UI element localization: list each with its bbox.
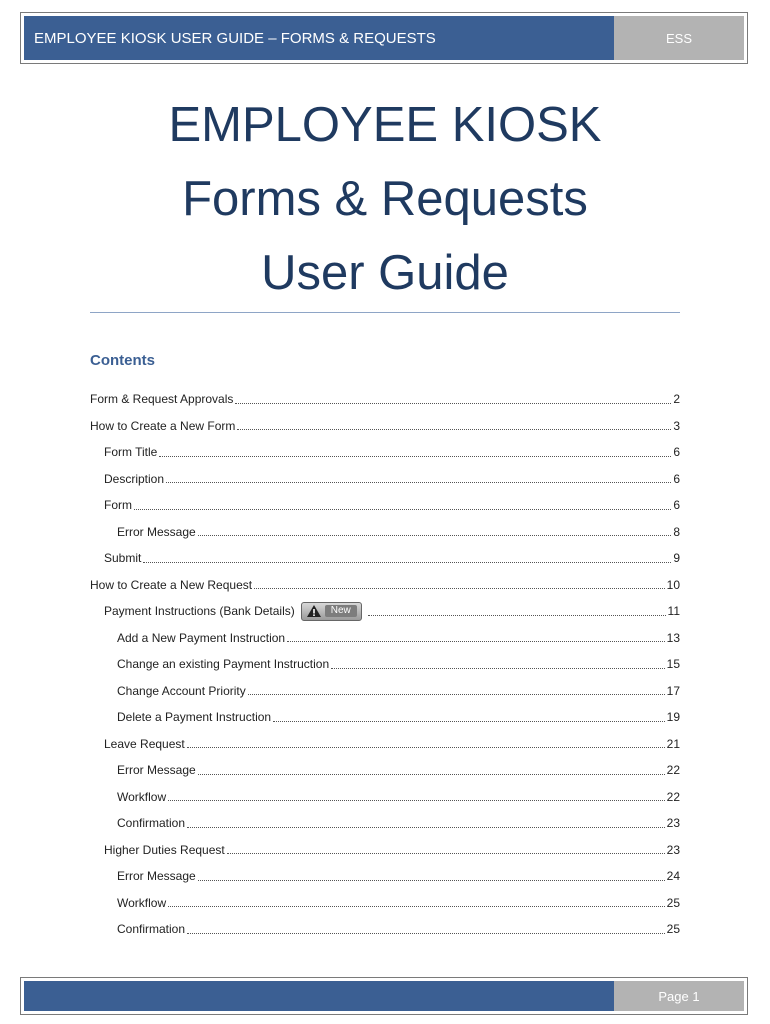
toc-entry-label: Workflow — [117, 895, 167, 910]
footer-frame — [20, 977, 748, 1015]
toc-dot-leader — [198, 880, 665, 881]
toc-entry-label: Description — [104, 471, 165, 486]
toc-entry-label: Add a New Payment Instruction — [117, 630, 286, 645]
cover-title-line2: Forms & Requests — [182, 172, 588, 226]
toc-dot-leader — [254, 588, 665, 589]
cover-title-line1: EMPLOYEE KIOSK — [168, 98, 602, 152]
toc-dot-leader — [159, 456, 671, 457]
toc-entry-page: 6 — [673, 471, 680, 486]
toc-entry-page: 25 — [666, 922, 680, 937]
toc-entry-page: 23 — [666, 816, 680, 831]
toc-entry[interactable] — [90, 492, 680, 519]
toc-entry-label: Change Account Priority — [117, 683, 246, 698]
toc-entry-page: 21 — [666, 736, 680, 751]
toc-dot-leader — [237, 429, 671, 430]
toc-entry-label: Leave Request — [104, 736, 185, 751]
toc-entry-label: Form Title — [104, 445, 158, 460]
toc-entry[interactable] — [90, 572, 680, 599]
header-tag: ESS — [614, 16, 744, 60]
toc-dot-leader — [198, 774, 665, 775]
toc-entry[interactable] — [90, 439, 680, 466]
toc-entry-page: 6 — [673, 498, 680, 513]
toc-entry-label: Delete a Payment Instruction — [117, 710, 272, 725]
footer-page-label: Page 1 — [614, 981, 744, 1011]
toc-dot-leader — [235, 403, 671, 404]
header-title: EMPLOYEE KIOSK USER GUIDE – FORMS & REQUESTS — [24, 16, 631, 60]
toc-entry-page: 11 — [667, 604, 680, 619]
toc-dot-leader — [187, 747, 665, 748]
toc-dot-leader — [187, 827, 665, 828]
toc-entry-page: 2 — [673, 392, 680, 407]
toc-entry-page: 6 — [673, 445, 680, 460]
toc-entry-label: Error Message — [117, 763, 196, 778]
toc-entry-page: 22 — [666, 789, 680, 804]
toc-dot-leader — [187, 933, 665, 934]
toc-dot-leader — [368, 615, 666, 616]
new-badge — [301, 602, 362, 621]
toc-entry-label: Payment Instructions (Bank Details) — [104, 604, 295, 619]
toc-entry-label: Change an existing Payment Instruction — [117, 657, 330, 672]
toc-dot-leader — [331, 668, 665, 669]
toc-entry[interactable] — [90, 863, 680, 890]
toc-entry-page: 15 — [666, 657, 680, 672]
warning-icon — [306, 604, 322, 618]
toc-entry-label: Higher Duties Request — [104, 842, 225, 857]
toc-entry-page: 3 — [673, 418, 680, 433]
toc-entry-page: 9 — [673, 551, 680, 566]
new-badge-label: New — [325, 605, 357, 617]
toc-entry-label: How to Create a New Request — [90, 577, 253, 592]
toc-entry[interactable] — [90, 651, 680, 678]
toc-entry[interactable] — [90, 890, 680, 917]
toc-entry[interactable] — [90, 519, 680, 546]
toc-entry-label: Form & Request Approvals — [90, 392, 234, 407]
table-of-contents — [90, 386, 680, 943]
cover-title-line3: User Guide — [261, 246, 509, 300]
toc-entry[interactable] — [90, 598, 680, 625]
toc-entry-label: Form — [104, 498, 132, 513]
toc-entry-label: Workflow — [117, 789, 167, 804]
toc-entry[interactable] — [90, 678, 680, 705]
toc-dot-leader — [198, 535, 672, 536]
toc-dot-leader — [143, 562, 671, 563]
toc-entry[interactable] — [90, 704, 680, 731]
toc-entry-label: Confirmation — [117, 922, 186, 937]
toc-dot-leader — [168, 800, 665, 801]
toc-entry-label: Error Message — [117, 869, 196, 884]
toc-entry-page: 17 — [666, 683, 680, 698]
toc-entry-page: 10 — [666, 577, 680, 592]
toc-entry-page: 25 — [666, 895, 680, 910]
toc-dot-leader — [273, 721, 665, 722]
toc-entry-label: How to Create a New Form — [90, 418, 236, 433]
toc-entry[interactable] — [90, 731, 680, 758]
toc-entry-page: 22 — [666, 763, 680, 778]
toc-entry[interactable] — [90, 837, 680, 864]
toc-dot-leader — [248, 694, 665, 695]
title-divider — [90, 312, 680, 313]
toc-dot-leader — [134, 509, 671, 510]
toc-dot-leader — [166, 482, 671, 483]
toc-entry-page: 8 — [673, 524, 680, 539]
toc-dot-leader — [227, 853, 665, 854]
toc-entry-page: 19 — [666, 710, 680, 725]
toc-entry-page: 24 — [666, 869, 680, 884]
toc-entry-label: Error Message — [117, 524, 196, 539]
toc-entry-page: 13 — [666, 630, 680, 645]
footer-band — [24, 981, 631, 1011]
toc-entry[interactable] — [90, 757, 680, 784]
toc-dot-leader — [287, 641, 665, 642]
toc-dot-leader — [168, 906, 665, 907]
toc-entry-label: Submit — [104, 551, 142, 566]
toc-entry[interactable] — [90, 466, 680, 493]
toc-entry[interactable] — [90, 916, 680, 943]
cover-title — [90, 88, 680, 310]
toc-entry[interactable] — [90, 810, 680, 837]
toc-entry[interactable] — [90, 784, 680, 811]
toc-entry[interactable] — [90, 625, 680, 652]
toc-entry-label: Confirmation — [117, 816, 186, 831]
contents-heading: Contents — [90, 352, 155, 369]
toc-entry[interactable] — [90, 386, 680, 413]
header-frame — [20, 12, 748, 64]
toc-entry[interactable] — [90, 413, 680, 440]
toc-entry[interactable] — [90, 545, 680, 572]
toc-entry-page: 23 — [666, 842, 680, 857]
